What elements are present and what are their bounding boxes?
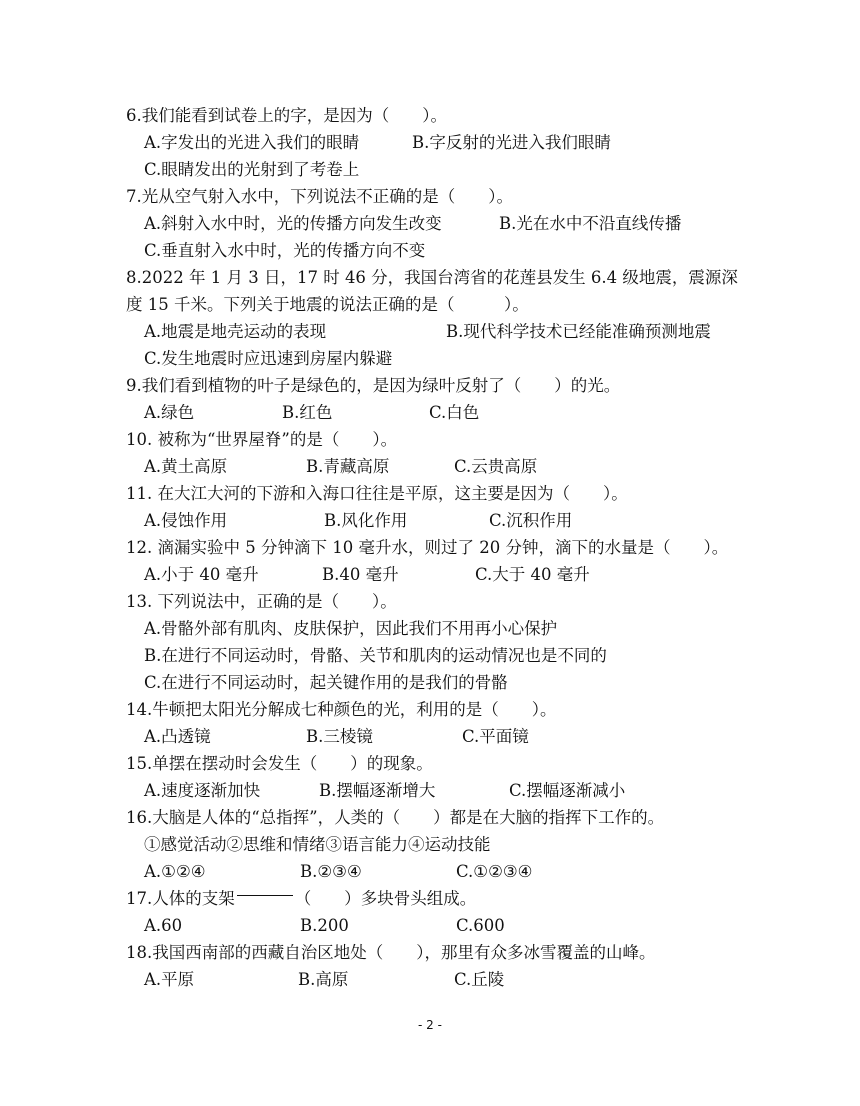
question-6-option-a: A.字发出的光进入我们的眼睛	[144, 133, 360, 152]
question-12-option-b: B.40 毫升	[322, 565, 399, 584]
question-6-stem: 6.我们能看到试卷上的字，是因为（ ）。	[126, 106, 447, 125]
question-11-option-c: C.沉积作用	[489, 511, 573, 530]
question-16-stem: 16.大脑是人体的“总指挥”，人类的（ ）都是在大脑的指挥下工作的。	[126, 808, 665, 827]
question-7-option-c: C.垂直射入水中时，光的传播方向不变	[144, 241, 426, 260]
question-10-stem: 10. 被称为“世界屋脊”的是（ ）。	[126, 430, 398, 449]
question-17-stem-start: 17.人体的支架	[126, 889, 235, 908]
answer-blank-line	[237, 895, 293, 896]
question-14-stem: 14.牛顿把太阳光分解成七种颜色的光，利用的是（ ）。	[126, 700, 557, 719]
question-12-option-c: C.大于 40 毫升	[475, 565, 590, 584]
question-16-option-c: C.①②③④	[456, 862, 533, 881]
question-13-option-c: C.在进行不同运动时，起关键作用的是我们的骨骼	[144, 673, 508, 692]
question-8-stem-continued: 度 15 千米。下列关于地震的说法正确的是（ ）。	[126, 295, 529, 314]
question-10-option-c: C.云贵高原	[454, 457, 538, 476]
question-17-option-b: B.200	[300, 916, 349, 935]
question-11-stem: 11. 在大江大河的下游和入海口往往是平原，这主要是因为（ ）。	[126, 484, 628, 503]
question-15-option-b: B.摆幅逐渐增大	[319, 781, 436, 800]
question-12-option-a: A.小于 40 毫升	[144, 565, 259, 584]
question-6-option-c: C.眼睛发出的光射到了考卷上	[144, 160, 360, 179]
question-11-option-a: A.侵蚀作用	[144, 511, 228, 530]
question-9-option-b: B.红色	[282, 403, 333, 422]
question-17-option-c: C.600	[456, 916, 505, 935]
question-18-option-c: C.丘陵	[454, 970, 505, 989]
question-18-option-a: A.平原	[144, 970, 195, 989]
question-14-option-c: C.平面镜	[462, 727, 529, 746]
question-13-option-a: A.骨骼外部有肌肉、皮肤保护，因此我们不用再小心保护	[144, 619, 558, 638]
question-9-stem: 9.我们看到植物的叶子是绿色的，是因为绿叶反射了（ ）的光。	[126, 376, 621, 395]
question-7-option-a: A.斜射入水中时，光的传播方向发生改变	[144, 214, 442, 233]
question-8-stem: 8.2022 年 1 月 3 日，17 时 46 分，我国台湾省的花莲县发生 6.4 级地震，震源深	[126, 268, 738, 287]
question-12-stem: 12. 滴漏实验中 5 分钟滴下 10 毫升水，则过了 20 分钟，滴下的水量是（ ）。	[126, 538, 729, 557]
question-15-option-c: C.摆幅逐渐减小	[509, 781, 626, 800]
question-8-option-a: A.地震是地壳运动的表现	[144, 322, 327, 341]
question-9-option-a: A.绿色	[144, 403, 195, 422]
question-16-choices: ①感觉活动②思维和情绪③语言能力④运动技能	[144, 835, 491, 854]
question-17-stem-end: （ ）多块骨头组成。	[294, 889, 477, 908]
question-18-option-b: B.高原	[298, 970, 349, 989]
question-15-option-a: A.速度逐渐加快	[144, 781, 261, 800]
question-6-option-b: B.字反射的光进入我们眼睛	[412, 133, 611, 152]
question-17-option-a: A.60	[144, 916, 183, 935]
question-13-stem: 13. 下列说法中，正确的是（ ）。	[126, 592, 397, 611]
question-16-option-a: A.①②④	[144, 862, 206, 881]
question-8-option-b: B.现代科学技术已经能准确预测地震	[446, 322, 711, 341]
question-17-stem	[126, 889, 476, 909]
question-7-stem: 7.光从空气射入水中，下列说法不正确的是（ ）。	[126, 187, 513, 206]
question-7-option-b: B.光在水中不沿直线传播	[499, 214, 682, 233]
question-15-stem: 15.单摆在摆动时会发生（ ）的现象。	[126, 754, 433, 773]
question-11-option-b: B.风化作用	[324, 511, 408, 530]
question-14-option-a: A.凸透镜	[144, 727, 211, 746]
question-13-option-b: B.在进行不同运动时，骨骼、关节和肌肉的运动情况也是不同的	[144, 646, 607, 665]
question-10-option-a: A.黄土高原	[144, 457, 228, 476]
page-number: - 2 -	[418, 1018, 442, 1032]
question-10-option-b: B.青藏高原	[306, 457, 390, 476]
question-18-stem: 18.我国西南部的西藏自治区地处（ ），那里有众多冰雪覆盖的山峰。	[126, 943, 656, 962]
question-8-option-c: C.发生地震时应迅速到房屋内躲避	[144, 349, 393, 368]
question-14-option-b: B.三棱镜	[306, 727, 373, 746]
question-16-option-b: B.②③④	[300, 862, 362, 881]
question-9-option-c: C.白色	[429, 403, 480, 422]
